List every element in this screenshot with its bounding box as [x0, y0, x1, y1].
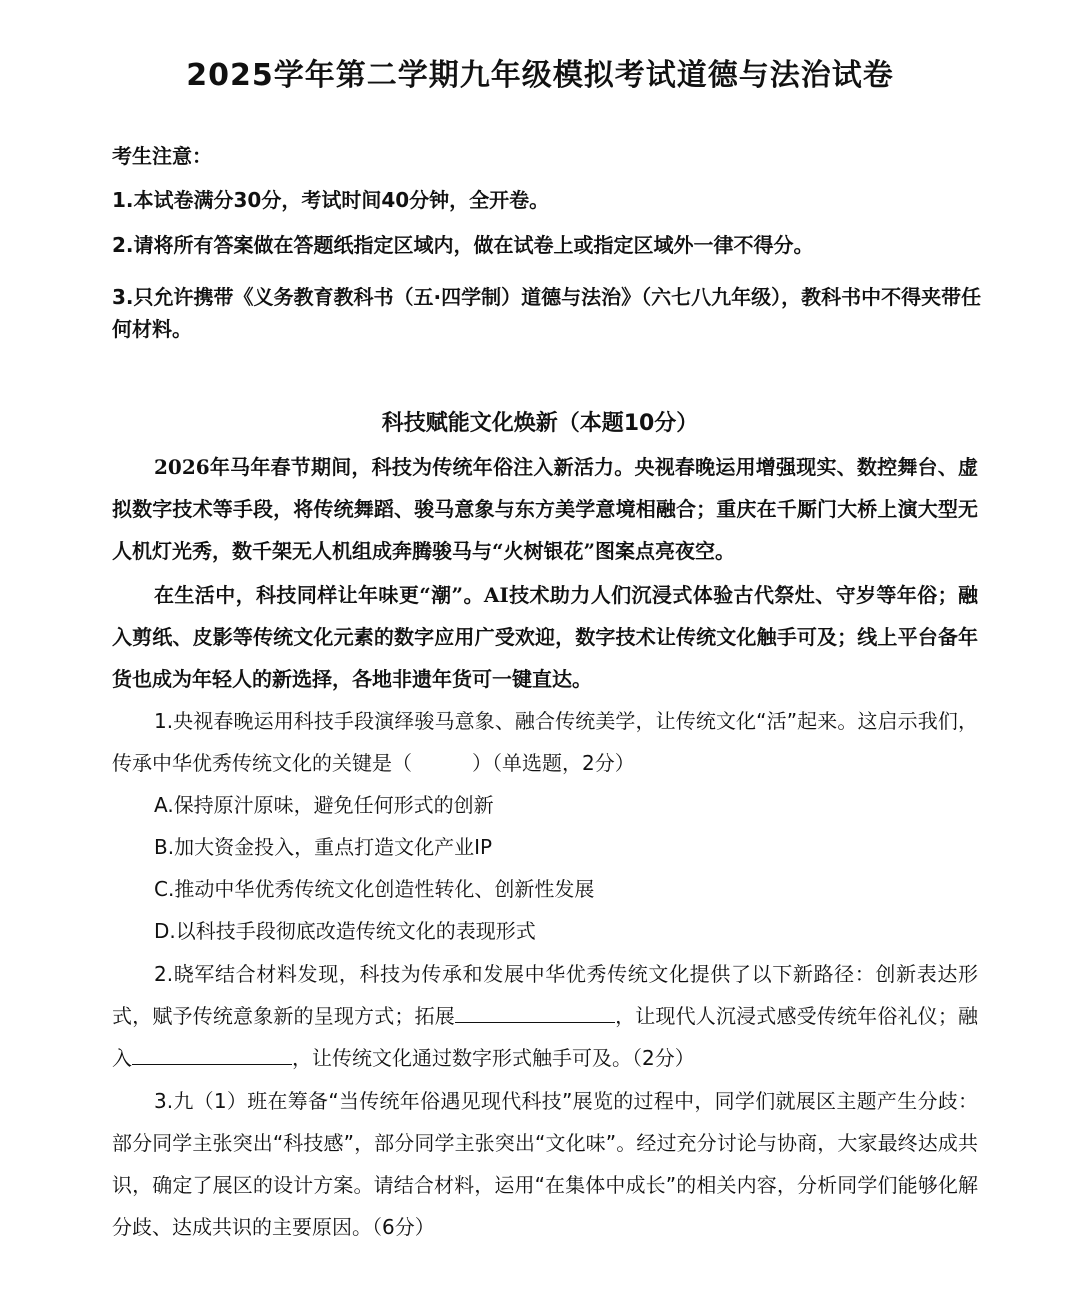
- exam-title: 2025学年第二学期九年级模拟考试道德与法治试卷: [186, 58, 894, 93]
- question-2-part-1: 2.晓军结合材料发现，科技为传承和发展中华优秀传统文化提供了以下新路径：创新表达形式，赋予传统意象新的呈现方式；拓展: [112, 962, 978, 1028]
- answer-blank-1[interactable]: [455, 1000, 615, 1023]
- question-2-part-2: ，让现代人沉浸式感受传统年俗礼仪；融入: [112, 1004, 979, 1070]
- question-2: [112, 953, 978, 1079]
- section-title: 科技赋能文化焕新（本题10分）: [381, 411, 699, 436]
- material-paragraph-2: 在生活中，科技同样让年味更“潮”。AI技术助力人们沉浸式体验古代祭灶、守岁等年俗；融入剪纸、皮影等传统文化元素的数字应用广受欢迎，数字技术让传统文化触手可及；线上平台备年货也成为年轻人的新选择，各地非遗年货可一键直达。: [112, 583, 978, 691]
- question-1-option-c: C.推动中华优秀传统文化创造性转化、创新性发展: [154, 877, 595, 901]
- question-1-stem-start: 1.央视春晚运用科技手段演绎骏马意象、融合传统美学，让传统文化“活”起来。这启示我们，传承中华优秀传统文化的关键是（: [112, 709, 978, 775]
- question-1-stem: [112, 700, 978, 784]
- question-2-part-3: ，让传统文化通过数字形式触手可及。（2分）: [292, 1046, 695, 1070]
- question-1-option-d: D.以科技手段彻底改造传统文化的表现形式: [154, 919, 536, 943]
- question-1-option-a: A.保持原汁原味，避免任何形式的创新: [154, 793, 494, 817]
- question-1-stem-end: ）（单选题，2分）: [472, 751, 635, 775]
- question-1-option-b: B.加大资金投入，重点打造文化产业IP: [154, 835, 493, 859]
- question-3: 3.九（1）班在筹备“当传统年俗遇见现代科技”展览的过程中，同学们就展区主题产生分歧：部分同学主张突出“科技感”，部分同学主张突出“文化味”。经过充分讨论与协商，大家最终达成共识，确定了展区的设计方案。请结合材料，运用“在集体中成长”的相关内容，分析同学们能够化解分歧、达成共识的主要原因。（6分）: [112, 1089, 978, 1239]
- notice-item-3: 3.只允许携带《义务教育教科书（五·四学制）道德与法治》（六七八九年级），教科书中不得夹带任何材料。: [112, 285, 982, 341]
- answer-blank-2[interactable]: [132, 1042, 292, 1065]
- notice-item-2: 2.请将所有答案做在答题纸指定区域内，做在试卷上或指定区域外一律不得分。: [112, 233, 814, 257]
- notice-heading: 考生注意：: [112, 144, 212, 168]
- notice-item-1: 1.本试卷满分30分，考试时间40分钟，全开卷。: [112, 188, 550, 212]
- material-paragraph-1: 2026年马年春节期间，科技为传统年俗注入新活力。央视春晚运用增强现实、数控舞台、虚拟数字技术等手段，将传统舞蹈、骏马意象与东方美学意境相融合；重庆在千厮门大桥上演大型无人机灯光秀，数千架无人机组成奔腾骏马与“火树银花”图案点亮夜空。: [112, 455, 978, 563]
